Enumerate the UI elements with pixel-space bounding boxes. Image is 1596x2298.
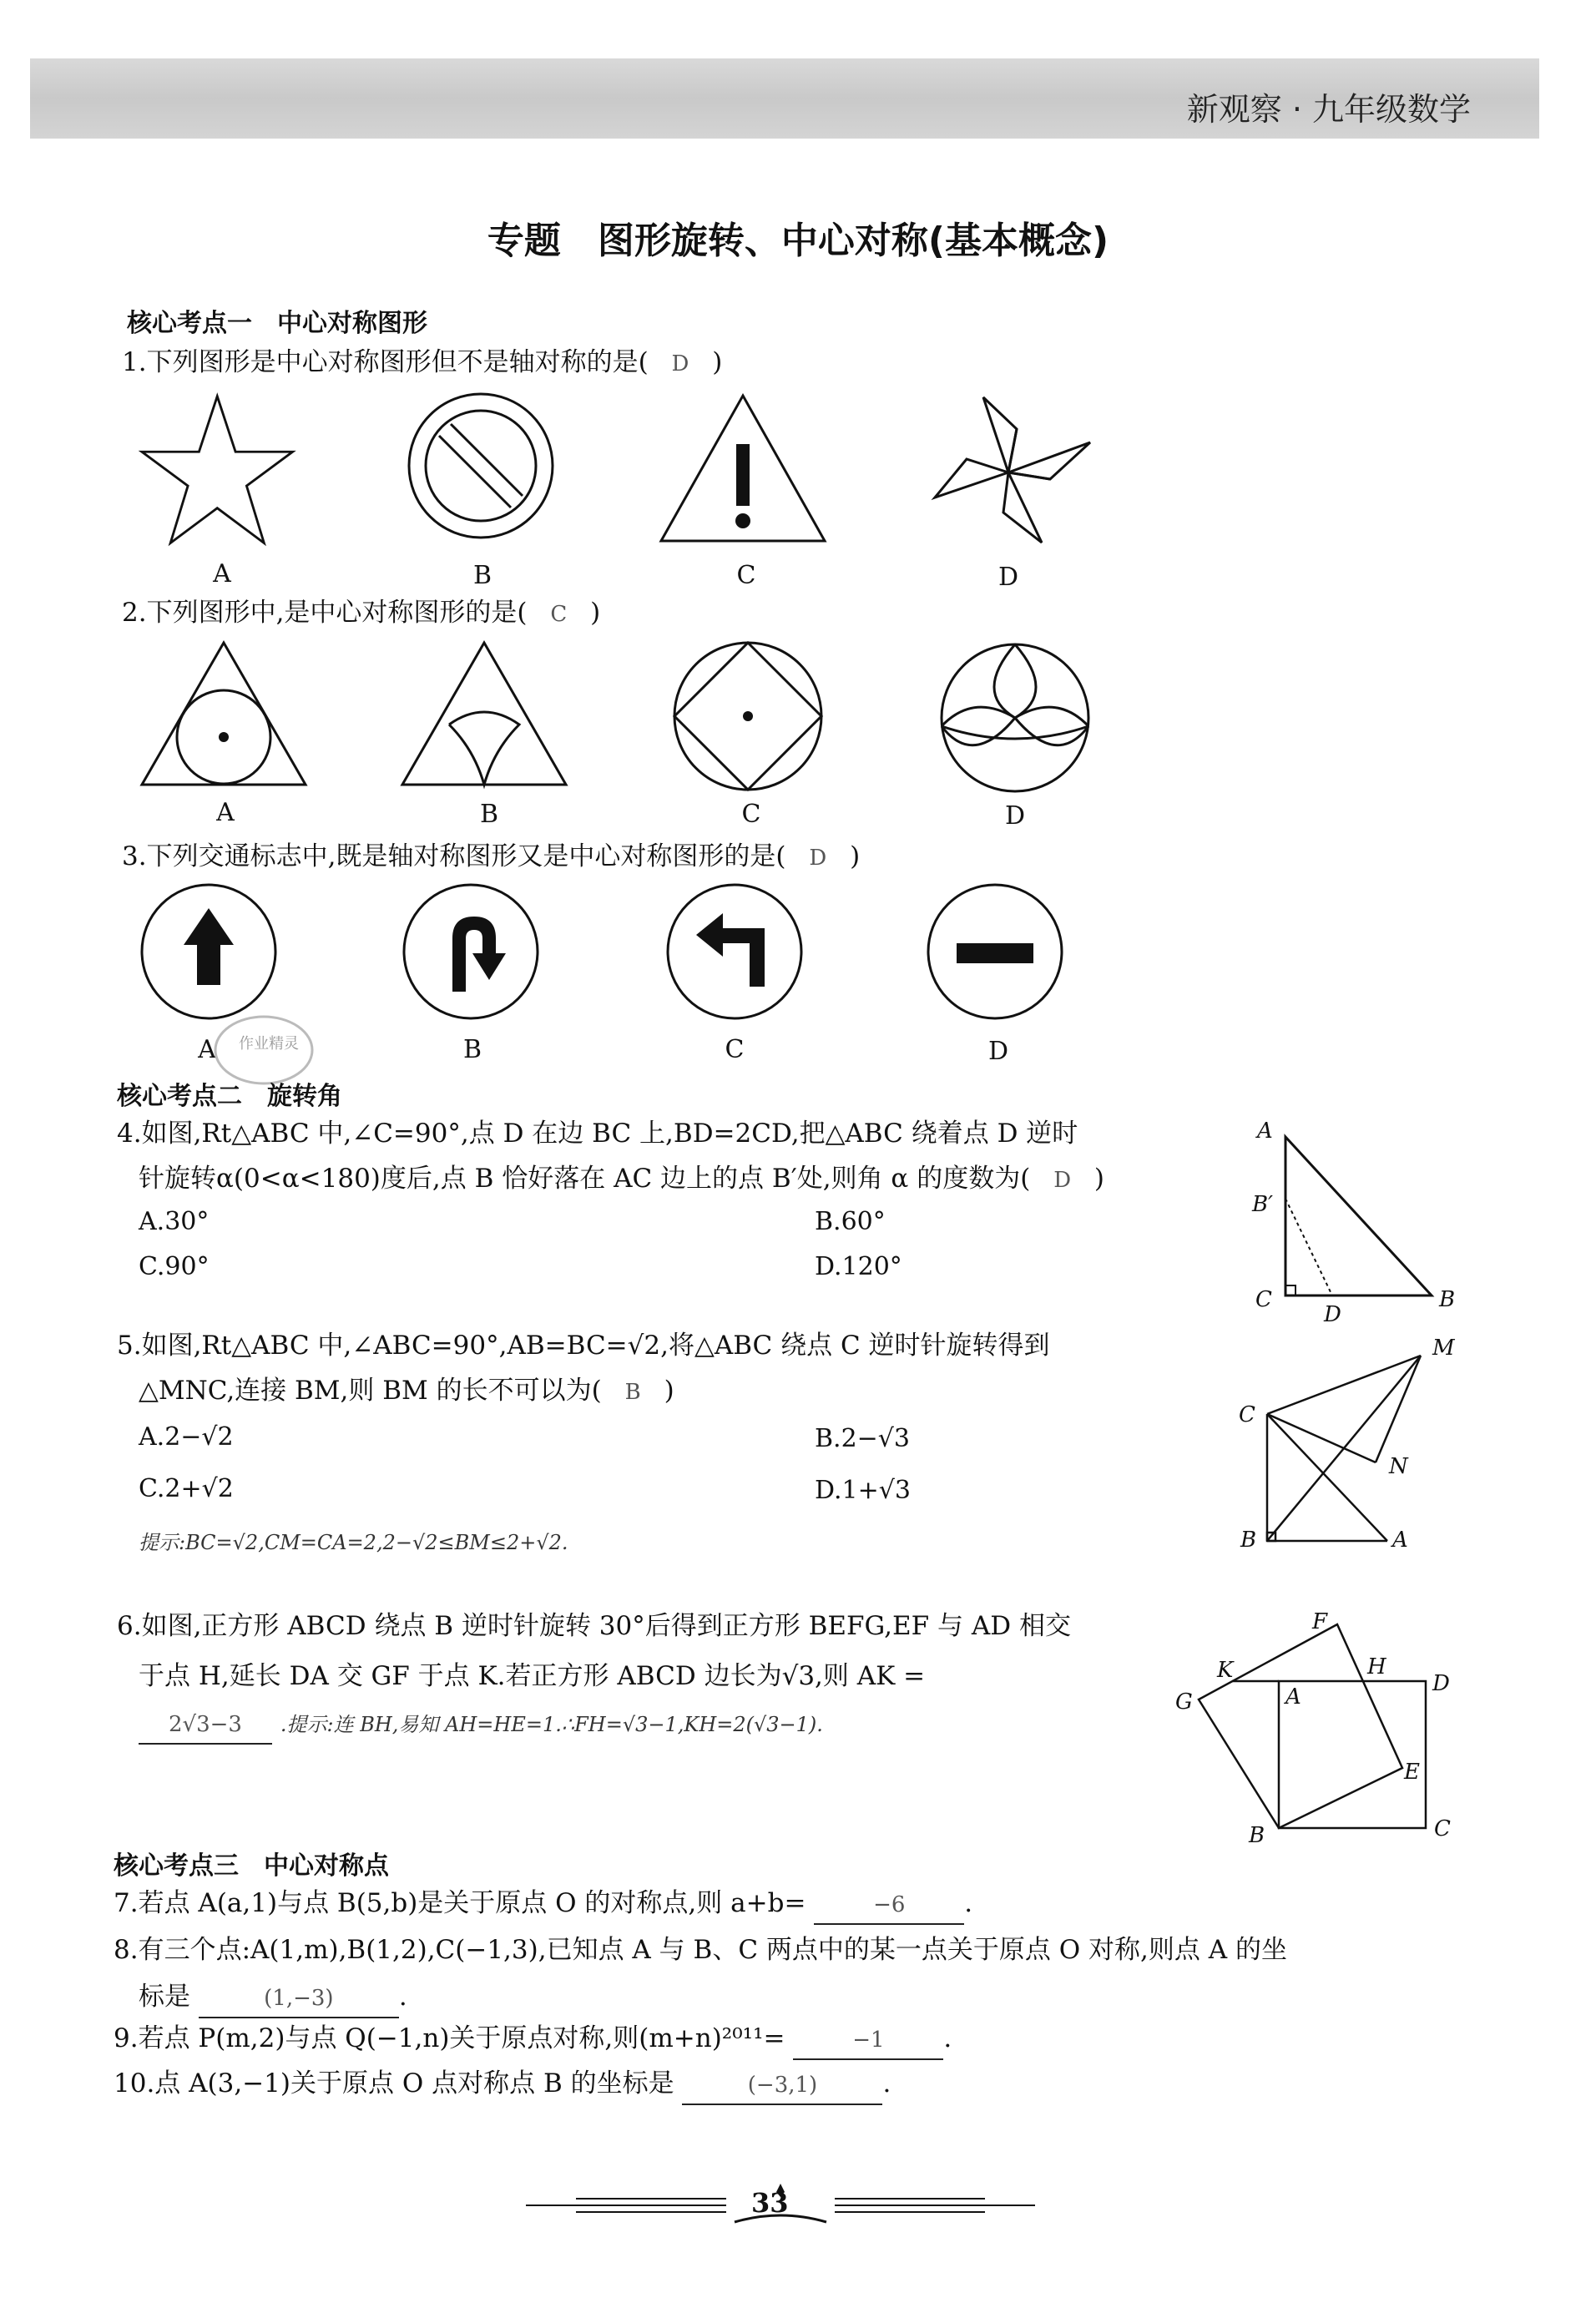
q5-hint: 提示:BC=√2,CM=CA=2,2−√2≤BM≤2+√2. <box>139 1531 568 1554</box>
q1-fig-no-entry <box>407 392 558 543</box>
question-7 <box>114 1885 972 1925</box>
q7-text: 7.若点 A(a,1)与点 B(5,b)是关于原点 O 的对称点,则 a+b= <box>114 1888 806 1918</box>
q4-fig-label-b: B <box>1439 1287 1456 1312</box>
q6-fig-label-e: E <box>1404 1760 1420 1785</box>
q2-text: 2.下列图形中,是中心对称图形的是( <box>122 598 528 628</box>
question-3 <box>122 838 860 876</box>
q4-option-a: A.30° <box>139 1207 210 1236</box>
q7-answer: −6 <box>814 1886 964 1925</box>
q1-fig-star <box>142 392 301 543</box>
q6-fig-label-c: C <box>1434 1816 1451 1841</box>
q1-answer: D <box>671 351 689 376</box>
q7-period: . <box>964 1888 973 1918</box>
question-1 <box>122 344 722 382</box>
q3-close: ) <box>850 841 861 871</box>
q4-line2: 针旋转α(0<α<180)度后,点 B 恰好落在 AC 边上的点 B′处,则角 α 的度数为( <box>139 1164 1031 1194</box>
q5-fig-label-n: N <box>1389 1454 1408 1479</box>
section-heading-3: 核心考点三 中心对称点 <box>114 1851 389 1881</box>
q3-answer: D <box>809 846 827 871</box>
question-5-line2 <box>139 1372 674 1411</box>
q5-line2: △MNC,连接 BM,则 BM 的长不可以为( <box>139 1376 602 1406</box>
q4-fig-label-bprime: B′ <box>1252 1192 1274 1217</box>
q4-option-b: B.60° <box>815 1207 886 1236</box>
question-2 <box>122 594 600 633</box>
q2-answer: C <box>550 602 568 627</box>
q4-option-c: C.90° <box>139 1252 210 1281</box>
q5-option-b: B.2−√3 <box>815 1424 911 1453</box>
q6-answer: 2√3−3 <box>139 1706 272 1745</box>
q1-label-d: D <box>998 563 1019 592</box>
q10-text: 10.点 A(3,−1)关于原点 O 点对称点 B 的坐标是 <box>114 2068 674 2099</box>
q5-fig-label-b: B <box>1240 1528 1257 1553</box>
q10-answer: (−3,1) <box>682 2067 882 2105</box>
q3-fig-uturn-arrow <box>402 883 544 1025</box>
q2-label-b: B <box>479 800 499 829</box>
q3-label-a: A <box>198 1035 216 1064</box>
q2-label-c: C <box>741 800 761 829</box>
q6-fig-label-g: G <box>1175 1689 1193 1715</box>
q8-answer: (1,−3) <box>199 1980 399 2018</box>
q3-label-c: C <box>725 1035 745 1064</box>
q2-fig-circle-petals <box>940 643 1093 796</box>
q4-answer: D <box>1053 1168 1072 1193</box>
q6-figure <box>1199 1618 1441 1836</box>
q9-period: . <box>943 2023 952 2053</box>
q1-label-c: C <box>736 561 756 590</box>
q4-line1: 4.如图,Rt△ABC 中,∠C=90°,点 D 在边 BC 上,BD=2CD,把△ABC 绕着点 D 逆时 <box>117 1119 1078 1149</box>
section-heading-2: 核心考点二 旋转角 <box>117 1082 342 1111</box>
q6-fig-label-f: F <box>1312 1609 1328 1634</box>
question-6-line3 <box>139 1705 823 1745</box>
q1-label-a: A <box>213 559 231 588</box>
q8-line1: 8.有三个点:A(1,m),B(1,2),C(−1,3),已知点 A 与 B、C 两点中的某一点关于原点 O 对称,则点 A 的坐 <box>114 1935 1287 1965</box>
q1-label-b: B <box>472 561 492 590</box>
question-4-line2 <box>139 1160 1104 1199</box>
page-title: 专题 图形旋转、中心对称(基本概念) <box>487 220 1109 262</box>
q1-fig-warning <box>659 394 826 544</box>
q1-fig-pinwheel <box>933 396 1092 546</box>
stamp-text: 作业精灵 <box>239 1035 299 1053</box>
q8-line2: 标是 <box>139 1982 190 2012</box>
header-series: 新观察 · 九年级数学 <box>1186 91 1471 128</box>
q6-fig-label-h: H <box>1367 1654 1386 1679</box>
page-number: 33 <box>751 2187 789 2219</box>
question-9 <box>114 2020 952 2060</box>
q5-line1: 5.如图,Rt△ABC 中,∠ABC=90°,AB=BC=√2,将△ABC 绕点 C 逆时针旋转得到 <box>117 1331 1050 1361</box>
q4-option-d: D.120° <box>815 1252 902 1281</box>
q2-fig-triangle-incircle <box>140 641 307 791</box>
question-10 <box>114 2065 891 2105</box>
q2-label-d: D <box>1004 801 1026 831</box>
q9-answer: −1 <box>793 2022 943 2060</box>
section-heading-1: 核心考点一 中心对称图形 <box>127 309 427 338</box>
q6-line2: 于点 H,延长 DA 交 GF 于点 K.若正方形 ABCD 边长为√3,则 AK = <box>139 1661 926 1691</box>
q8-period: . <box>398 1982 407 2012</box>
q1-close: ) <box>712 347 723 377</box>
q4-close: ) <box>1093 1164 1105 1194</box>
q2-label-a: A <box>216 798 235 827</box>
q1-text: 1.下列图形是中心对称图形但不是轴对称的是( <box>122 347 649 377</box>
question-8-line2 <box>139 1978 407 2018</box>
q3-fig-no-entry-bar <box>927 883 1068 1025</box>
q10-period: . <box>882 2068 891 2099</box>
q3-label-d: D <box>987 1037 1009 1066</box>
q3-fig-straight-arrow <box>140 883 282 1025</box>
q5-fig-label-m: M <box>1432 1336 1455 1361</box>
q2-fig-circle-square <box>673 641 826 795</box>
q9-text: 9.若点 P(m,2)与点 Q(−1,n)关于原点对称,则(m+n)²⁰¹¹= <box>114 2023 785 2053</box>
q6-hint: .提示:连 BH,易知 AH=HE=1.∴FH=√3−1,KH=2(√3−1). <box>280 1713 823 1736</box>
q5-close: ) <box>664 1376 674 1406</box>
q5-fig-label-c: C <box>1239 1402 1255 1427</box>
q6-fig-label-k: K <box>1217 1658 1234 1683</box>
q4-fig-label-a: A <box>1257 1119 1273 1144</box>
q4-figure <box>1277 1135 1444 1302</box>
q6-fig-label-d: D <box>1432 1671 1450 1696</box>
q4-fig-label-d: D <box>1324 1302 1341 1327</box>
q3-fig-left-turn-arrow <box>666 883 808 1025</box>
q5-answer: B <box>624 1380 641 1405</box>
q2-fig-triangle-arcs <box>401 641 568 791</box>
q4-fig-label-c: C <box>1255 1287 1272 1312</box>
q5-option-a: A.2−√2 <box>139 1422 234 1452</box>
q6-fig-label-a: A <box>1285 1684 1301 1710</box>
q5-figure <box>1257 1349 1441 1549</box>
q5-option-c: C.2+√2 <box>139 1474 234 1503</box>
q3-text: 3.下列交通标志中,既是轴对称图形又是中心对称图形的是( <box>122 841 786 871</box>
q5-option-d: D.1+√3 <box>815 1476 911 1505</box>
q6-fig-label-b: B <box>1249 1823 1265 1848</box>
q2-close: ) <box>590 598 601 628</box>
q5-fig-label-a: A <box>1392 1528 1408 1553</box>
q6-line1: 6.如图,正方形 ABCD 绕点 B 逆时针旋转 30°后得到正方形 BEFG,EF 与 AD 相交 <box>117 1611 1071 1641</box>
q3-label-b: B <box>462 1035 482 1064</box>
